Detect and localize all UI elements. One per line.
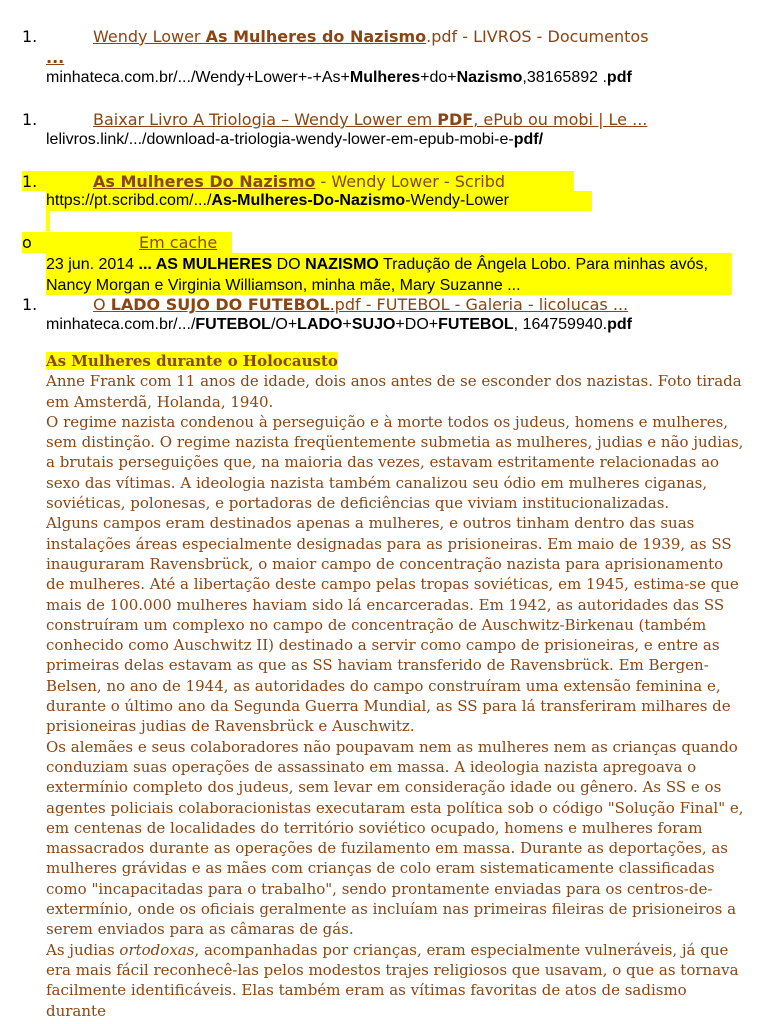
- result-2-title-post[interactable]: , ePub ou mobi | Le ...: [473, 110, 648, 129]
- result-3-number: 1.: [22, 172, 38, 191]
- url-bold-mulheres: Mulheres: [349, 69, 421, 86]
- result-1-title[interactable]: [93, 27, 649, 46]
- result-2-url: lelivros.link/.../download-a-triologia-wendy-lower-em-epub-mobi-e-pdf/: [46, 131, 544, 148]
- result-3-snippet: 23 jun. 2014 ... AS MULHERES DO NAZISMO Tradução de Ângela Lobo. Para minhas avós, Nancy Morgan e Virginia Williamson, minha mãe, Mary Suzanne ...: [46, 256, 708, 294]
- url-bold-nazismo: Nazismo: [456, 69, 523, 86]
- result-1-url: minhateca.com.br/.../Wendy+Lower+-+As+Mulheres+do+Nazismo,38165892 .pdf: [46, 69, 632, 86]
- article-heading: As Mulheres durante o Holocausto: [46, 352, 338, 370]
- result-1-number: 1.: [22, 27, 38, 46]
- article-paragraph: O regime nazista condenou à perseguição e à morte todos os judeus, homens e mulheres, sem distinção. O regime nazista freqüentemente submetia as mulheres, judias e não judias, a brutais perseguições que, na maioria das vezes, estavam estritamente relacionadas ao sexo das vítimas. A ideologia nazista também canalizou seu ódio em mulheres ciganas, soviéticas, polonesas, e portadoras de deficiências que viviam institucionalizadas.: [46, 412, 744, 513]
- article-paragraph: Alguns campos eram destinados apenas a mulheres, e outros tinham dentro das suas instalações áreas especialmente designadas para as prisioneiras. Em maio de 1939, as SS inauguraram Ravensbrück, o maior campo de concentração nazista para aprisionamento de mulheres. Até a libertação deste campo pelas tropas soviéticas, em 1945, estima-se que mais de 100.000 mulheres haviam sido lá encarceradas. Em 1942, as autoridades das SS construíram um complexo no campo de concentração de Auschwitz-Birkenau (também conhecido como Auschwitz II) destinado a servir como campo de prisioneiras, e entre as primeiras delas estavam as que as SS haviam transferido de Ravensbrück. Em Bergen-Belsen, no ano de 1944, as autoridades do campo construíram uma extensão feminina e, durante o último ano da Segunda Guerra Mundial, as SS para lá transferiram milhares de prisioneiras judias de Ravensbrück e Auschwitz.: [46, 514, 739, 736]
- result-2-title[interactable]: [93, 110, 647, 129]
- result-1-continuation[interactable]: ...: [46, 48, 65, 67]
- result-3-title-bold[interactable]: As Mulheres Do Nazismo: [93, 172, 316, 191]
- highlight-band: [46, 211, 50, 231]
- result-4-title-bold[interactable]: LADO SUJO DO FUTEBOL: [110, 295, 330, 314]
- result-4-title-pre[interactable]: O: [93, 295, 111, 314]
- cache-link[interactable]: Em cache: [139, 233, 218, 252]
- result-1-title-bold[interactable]: As Mulheres do Nazismo: [205, 27, 427, 46]
- cache-bullet: o: [22, 233, 32, 252]
- result-1-title-post[interactable]: .pdf - LIVROS - Documentos: [426, 27, 649, 46]
- result-4-number: 1.: [22, 295, 38, 314]
- result-2-number: 1.: [22, 110, 38, 129]
- url-bold-pdf: pdf/: [513, 131, 544, 148]
- article-body: [46, 351, 746, 1021]
- last-para-emphasis: ortodoxas: [119, 940, 195, 959]
- last-para-post: , acompanhadas por crianças, eram especialmente vulneráveis, já que era mais fácil reconhecê-las pelos modestos trajes religiosos que usavam, o que as tornava facilmente identificáveis. Elas também eram as vítimas favoritas de atos de sadismo durante: [46, 940, 739, 1020]
- result-1-title-pre[interactable]: Wendy Lower: [93, 27, 206, 46]
- url-bold-title: As-Mulheres-Do-Nazismo: [211, 192, 406, 209]
- result-4-title-post[interactable]: .pdf - FUTEBOL - Galeria - licolucas ...: [329, 295, 629, 314]
- article-paragraph-last: [46, 940, 746, 1021]
- result-3-url: https://pt.scribd.com/.../As-Mulheres-Do-Nazismo-Wendy-Lower: [46, 192, 509, 209]
- result-2-title-pre[interactable]: Baixar Livro A Triologia – Wendy Lower em: [93, 110, 438, 129]
- article-paragraph: Os alemães e seus colaboradores não poupavam nem as mulheres nem as crianças quando conduziam suas operações de assassinato em massa. A ideologia nazista apregoava o extermínio completo dos judeus, sem levar em consideração idade ou gênero. As SS e os agentes policiais colaboracionistas executaram esta política sob o código "Solução Final" e, em centenas de localidades do território soviético ocupado, homens e mulheres foram massacrados durante as operações de fuzilamento em massa. Durante as deportações, as mulheres grávidas e as mães com crianças de colo eram sistematicamente classificadas como "incapacitadas para o trabalho", sendo prontamente enviadas para os centros-de-extermínio, onde os oficiais geralmente as incluíam nas primeiras fileiras de prisioneiros a serem enviados para as câmaras de gás.: [46, 737, 744, 939]
- result-4-url: minhateca.com.br/.../FUTEBOL/O+LADO+SUJO+DO+FUTEBOL, 164759940.pdf: [46, 316, 632, 333]
- result-4-title[interactable]: [93, 295, 628, 314]
- url-bold-pdf: pdf: [606, 69, 632, 86]
- article-paragraph: Anne Frank com 11 anos de idade, dois anos antes de se esconder dos nazistas. Foto tirada em Amsterdã, Holanda, 1940.: [46, 372, 742, 411]
- result-2-title-bold[interactable]: PDF: [437, 110, 474, 129]
- last-para-pre: As judias: [46, 940, 120, 959]
- result-3-title-post[interactable]: - Wendy Lower - Scribd: [315, 172, 506, 191]
- result-3-title[interactable]: [93, 172, 505, 191]
